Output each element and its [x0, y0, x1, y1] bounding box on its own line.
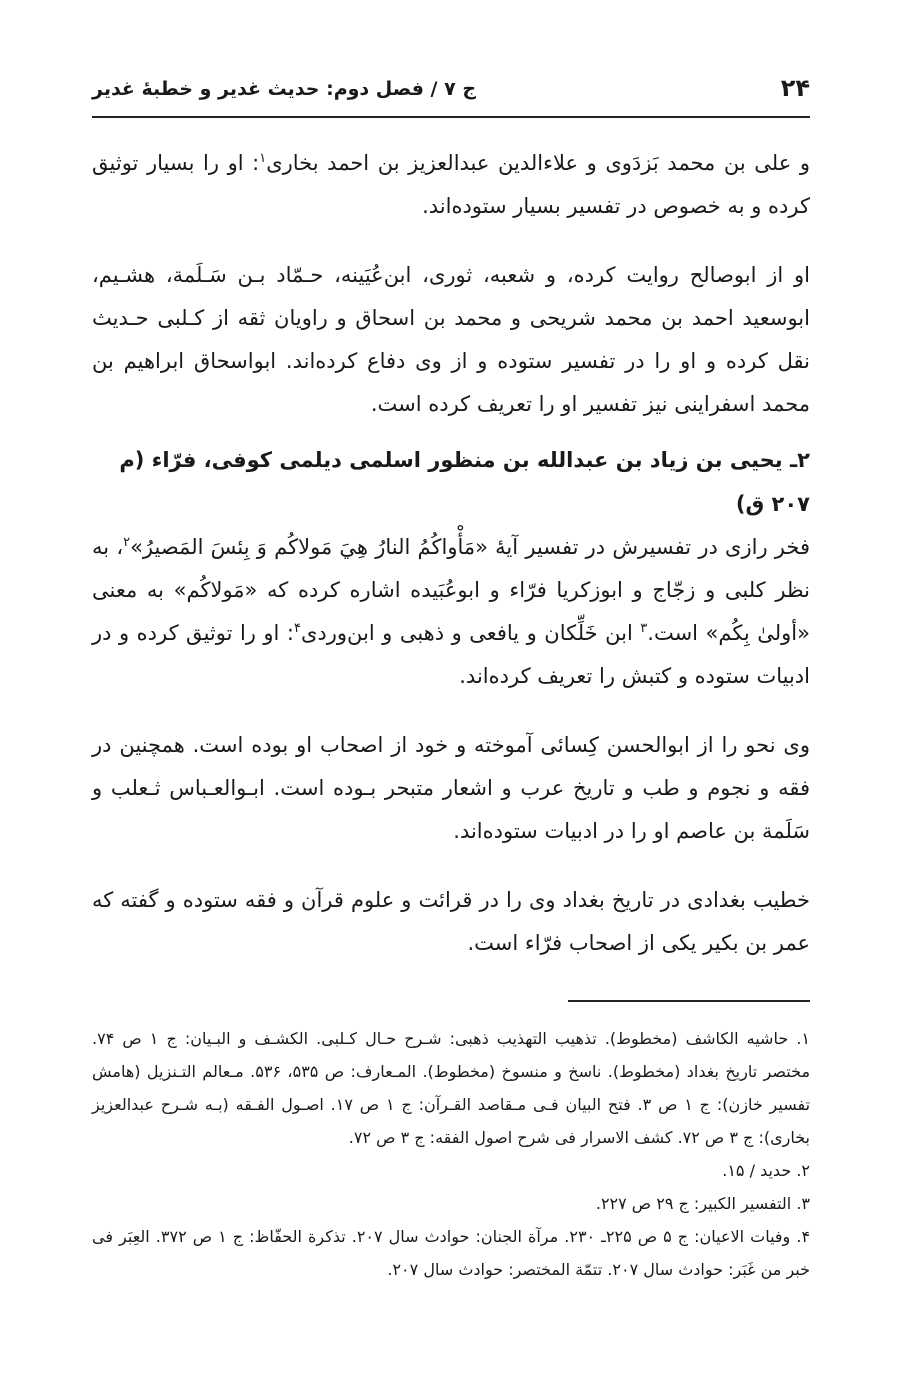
footnote-ref[interactable]: ۳ [640, 621, 648, 636]
footnote-4 [92, 1220, 810, 1286]
paragraph-2: او از ابوصالح روایت کرده، و شعبه، ثوری، ابن‌عُیَینه، حـمّاد بـن سَـلَمة، هشـیم، ابوسعید احمد بن محمد شریحی و محمد بن اسحاق و راویان ثقه از کـلبی حـدیث نقل کرده و او را در تفسیر ستوده و از وی دفاع کرده‌اند. ابواسحاق ابراهیم بن محمد اسفراینی نیز تفسیر او را تعریف کرده است. [92, 263, 810, 416]
footnote-text: حدید / ۱۵. [722, 1161, 792, 1180]
page-header [92, 70, 810, 110]
footnote-ref[interactable]: ۱ [259, 151, 267, 166]
paragraph-text: : او را توثیق کرده و در ادبیات ستوده و کتبش را تعریف کرده‌اند. [92, 621, 810, 688]
section-heading: ۲ـ یحیی بن زیاد بن عبدالله بن منظور اسلمی دیلمی کوفی، فرّاء (م ۲۰۷ ق) [119, 448, 810, 516]
header-divider [92, 116, 810, 118]
footnote-number: ۲. [796, 1161, 810, 1180]
paragraph-text: ابن خَلِّكان و یافعی و ذهبی و ابن‌وردی [300, 621, 641, 645]
footnote-number: ۳. [796, 1194, 810, 1213]
paragraph-4: وی نحو را از ابوالحسن کِسائی آموخته و خود از اصحاب او بوده است. همچنین در فقه و نجوم و طب و تاریخ عرب و اشعار متبحر بـوده است. ابـوالعـباس ثـعلب و سَلَمة بن عاصم او را در ادبیات ستوده‌اند. [92, 733, 810, 843]
paragraph-1 [92, 142, 810, 228]
footnote-ref[interactable]: ۴ [293, 621, 301, 636]
footnote-1 [92, 1022, 810, 1154]
page-number: ۲۴ [780, 74, 810, 102]
paragraph-text: : او را بسیار توثیق کرده و به خصوص در تفسیر بسیار ستوده‌اند. [92, 151, 810, 218]
footnote-number: ۴. [796, 1227, 811, 1246]
footnote-2 [92, 1154, 810, 1187]
paragraph-5: خطیب بغدادی در تاریخ بغداد وی را در قرائت و علوم قرآن و فقه ستوده و گفته که عمر بن بکیر یکی از اصحاب فرّاء است. [92, 888, 810, 955]
footnote-3 [92, 1187, 810, 1220]
footnote-text: حاشیه الکاشف (مخطوط). تذهیب التهذیب ذهبی: شـرح حـال کـلبی. الکشـف و البـیان: ج ۱ ص ۷۴. مختصر تاریخ بغداد (مخطوط). ناسخ و منسوخ (مخطوط). المـعارف: ص ۵۳۵، ۵۳۶. مـعالم التـنزیل (هامش تفسیر خازن): ج ۱ ص ۳. فتح البیان فـی مـقاصد القـرآن: ج ۱ ص ۱۷. اصـول الفـقه (بـه شـرح عبدالعزیز بخاری): ج ۳ ص ۷۲. کشف الاسرار فی شرح اصول الفقه: ج ۳ ص ۷۲. [92, 1029, 811, 1147]
footnote-divider [568, 1000, 810, 1002]
paragraph-3 [92, 526, 810, 698]
footnote-number: ۱. [796, 1029, 810, 1048]
paragraph-text: ، به نظر کلبی و زجّاج و ابوزکریا فرّاء و ابوعُبَیده اشاره کرده که «مَولاكُم» به معنی «أولیٰ بِكُم» است. [92, 535, 810, 645]
footnote-text: التفسیر الکبیر: ج ۲۹ ص ۲۲۷. [595, 1194, 792, 1213]
footnote-text: وفیات الاعیان: ج ۵ ص ۲۲۵ـ ۲۳۰. مرآة الجنان: حوادث سال ۲۰۷. تذکرة الحفّاظ: ج ۱ ص ۳۷۲. العِبَر فی خبر من غَبَر: حوادث سال ۲۰۷. تتمّة المختصر: حوادث سال ۲۰۷. [92, 1227, 810, 1279]
footnote-ref[interactable]: ۲ [123, 535, 131, 550]
paragraph-text: فخر رازی در تفسیرش در تفسیر آیهٔ «مَأْواكُمُ النارُ هِيَ مَولاكُم وَ بِئسَ المَصيرُ» [130, 535, 810, 559]
main-text [92, 142, 810, 965]
footnotes [92, 1022, 810, 1286]
running-title: ج ۷ / فصل دوم: حدیث غدیر و خطبهٔ غدیر [92, 78, 477, 100]
paragraph-text: و علی بن محمد بَزدَوی و علاءالدین عبدالعزیز بن احمد بخاری [266, 151, 810, 175]
